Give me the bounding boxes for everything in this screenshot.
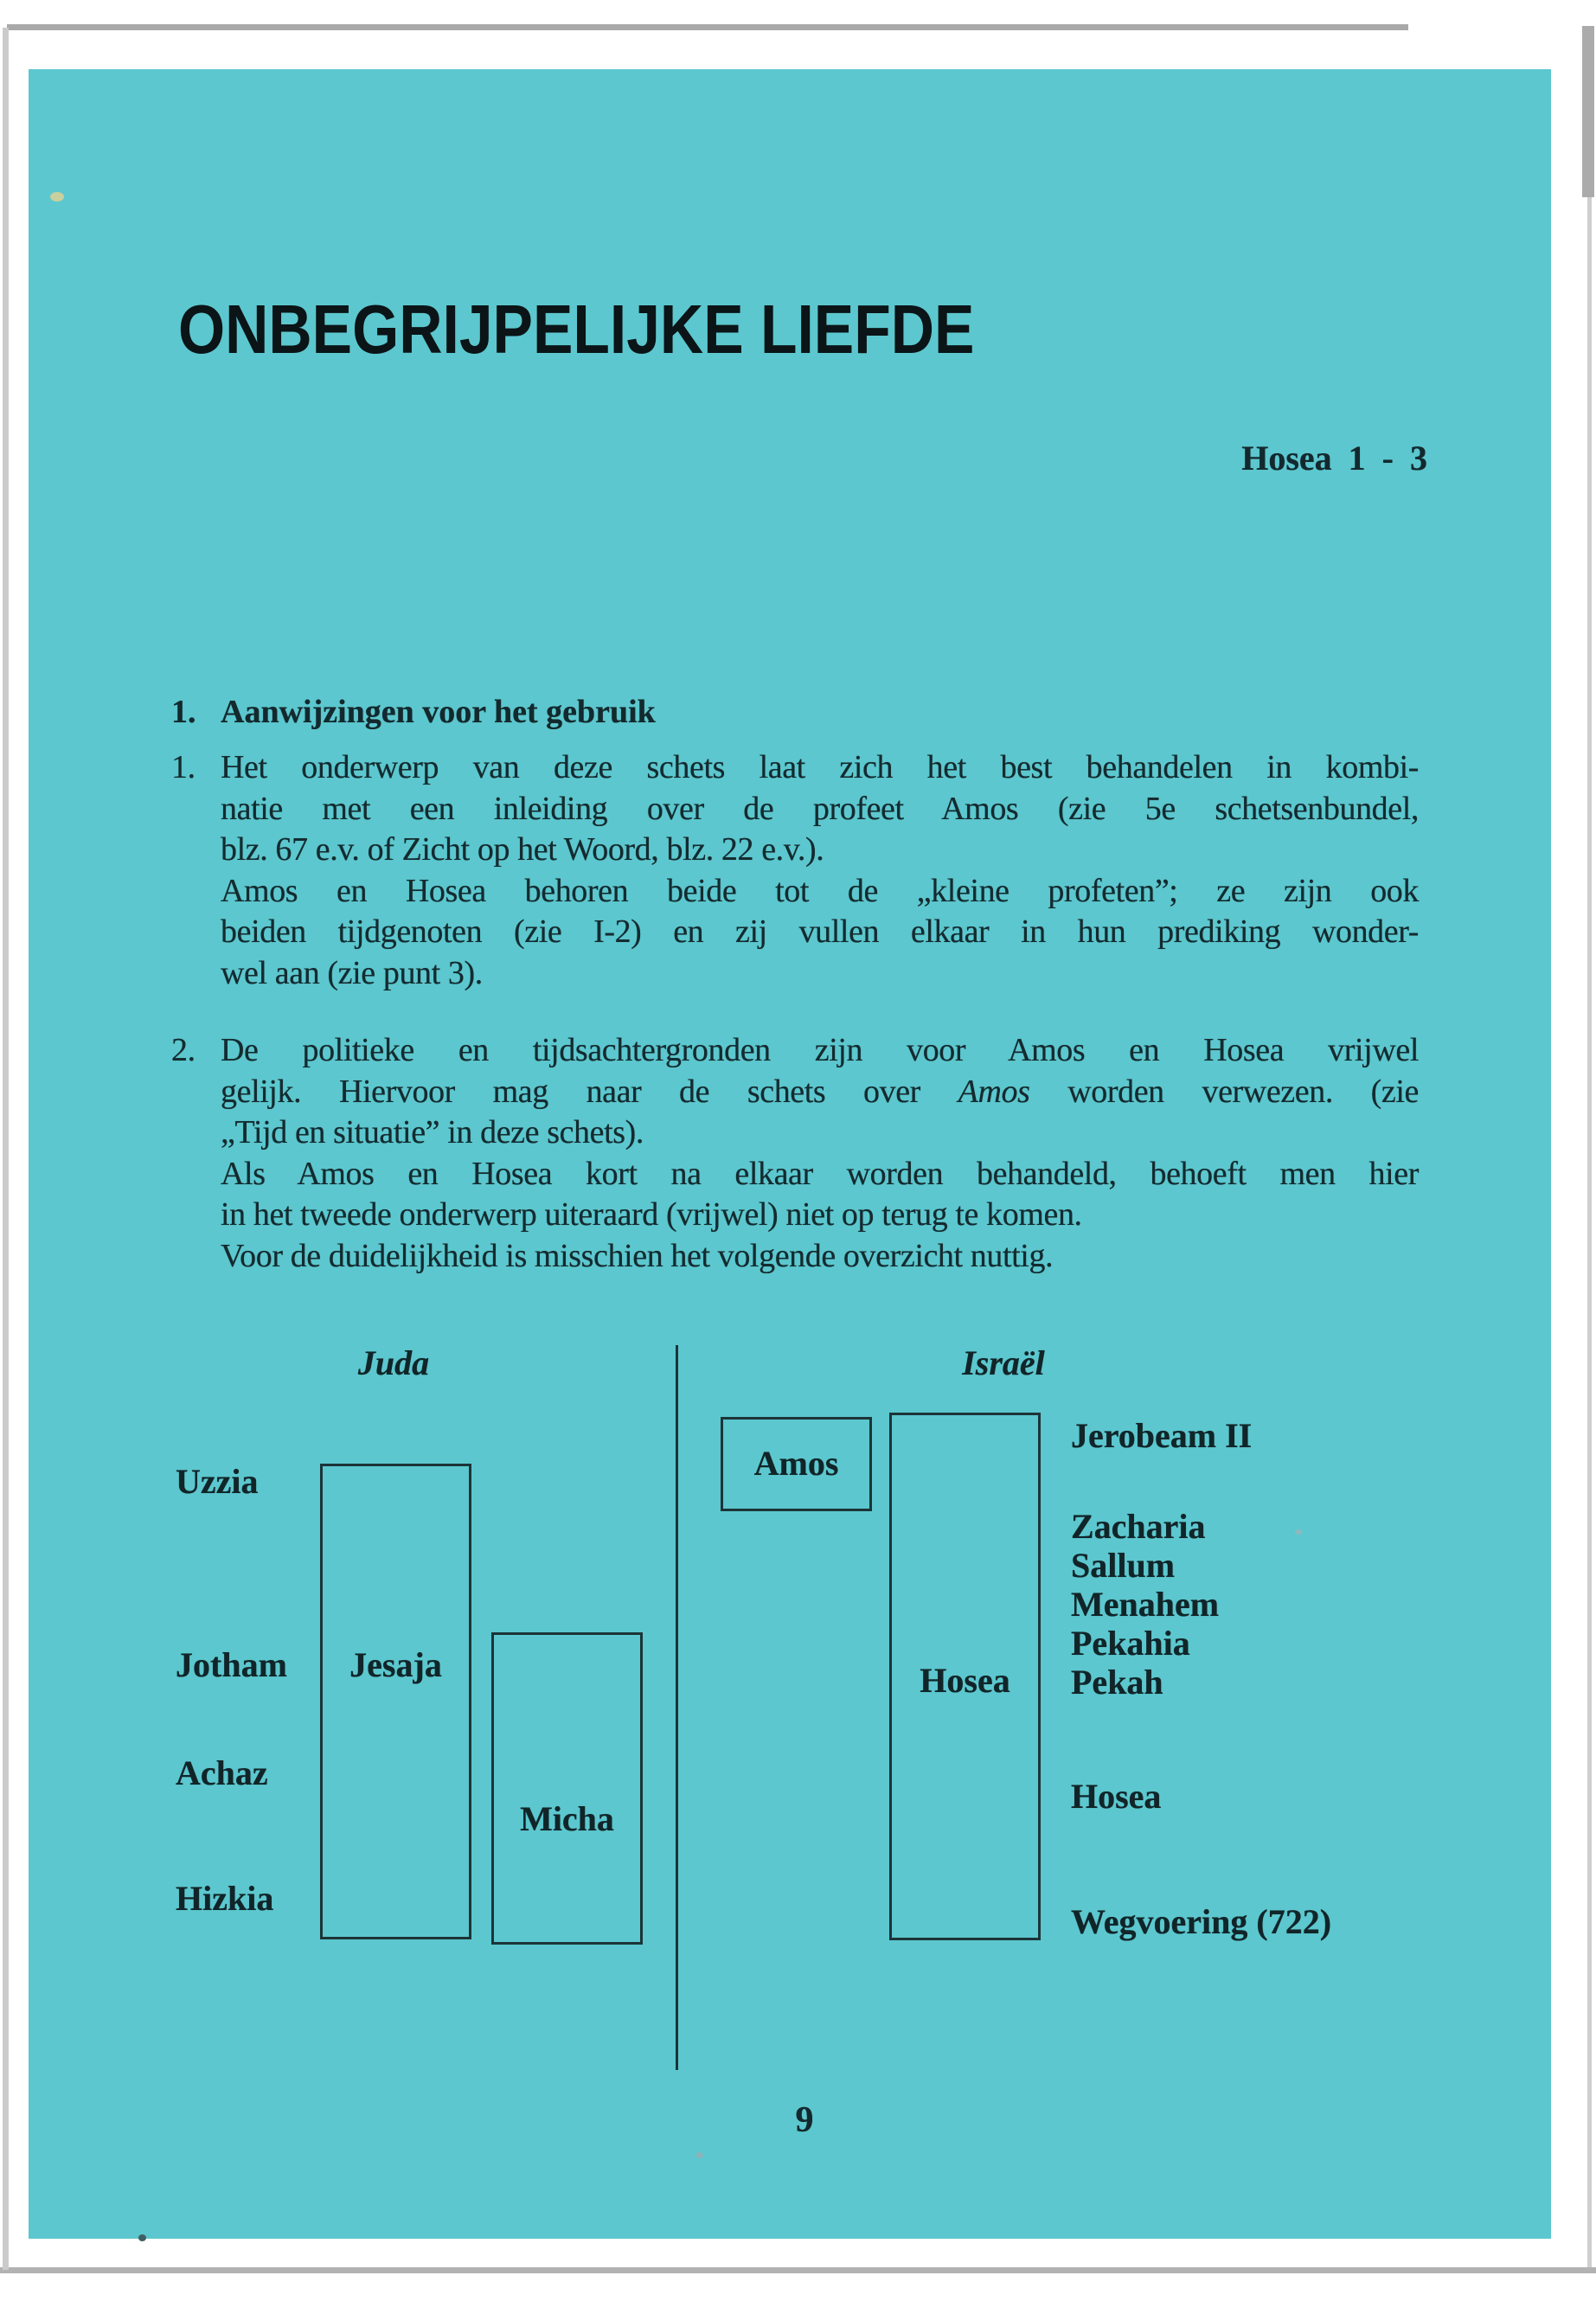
jesaja-timeline-box	[320, 1464, 471, 1939]
juda-column-header: Juda	[357, 1343, 430, 1382]
italic-word: Amos	[958, 1073, 1030, 1110]
prophet-label-amos: Amos	[753, 1444, 839, 1483]
section-heading-text: Aanwijzingen voor het gebruik	[221, 694, 656, 730]
paragraph-line: De politieke en tijdsachtergronden zijn voor Amos en Hosea vrijwel	[221, 1032, 1419, 1068]
paragraph-line: beiden tijdgenoten (zie I-2) en zij vullen elkaar in hun prediking wonder-	[221, 913, 1419, 950]
paragraph-line	[221, 1072, 1419, 1113]
micha-timeline-box	[491, 1632, 643, 1945]
item-number: 1.	[171, 749, 195, 785]
prophet-label-micha: Micha	[520, 1799, 614, 1838]
paragraph-line: in het tweede onderwerp uiteraard (vrijwel) niet op terug te komen.	[221, 1196, 1082, 1233]
paragraph-text: gelijk. Hiervoor mag naar de schets over	[221, 1073, 958, 1110]
scan-edge-right-line	[1587, 197, 1592, 2270]
column-divider-line	[676, 1345, 678, 2070]
item-number: 2.	[171, 1032, 195, 1068]
king-label-uzzia: Uzzia	[176, 1462, 259, 1501]
king-label-zacharia: Zacharia	[1071, 1507, 1206, 1546]
king-label-achaz: Achaz	[176, 1753, 268, 1792]
king-label-pekahia: Pekahia	[1071, 1624, 1190, 1663]
scan-edge-left-line	[3, 28, 9, 2270]
paragraph-line: natie met een inleiding over de profeet Amos (zie 5e schetsenbundel,	[221, 790, 1419, 827]
scan-edge-bottom-line	[0, 2267, 1596, 2273]
event-label-wegvoering: Wegvoering (722)	[1071, 1902, 1332, 1941]
king-label-hosea: Hosea	[1071, 1777, 1162, 1816]
section-heading	[171, 693, 656, 731]
paper-speck	[1295, 1529, 1302, 1535]
paragraph-line: „Tijd en situatie” in deze schets).	[221, 1114, 644, 1150]
paper-speck	[50, 192, 64, 202]
scripture-reference: Hosea 1 - 3	[1241, 439, 1427, 478]
list-item-1	[171, 747, 1419, 994]
king-label-jerobeam-ii: Jerobeam II	[1071, 1416, 1253, 1455]
paragraph-text: worden verwezen. (zie	[1029, 1073, 1419, 1110]
paragraph-line: wel aan (zie punt 3).	[221, 954, 483, 991]
paragraph-line: Voor de duidelijkheid is misschien het volgende overzicht nuttig.	[221, 1237, 1054, 1274]
paper-speck	[138, 2234, 146, 2241]
prophet-label-jesaja: Jesaja	[349, 1645, 442, 1684]
paragraph-line: Amos en Hosea behoren beide tot de „kleine profeten”; ze zijn ook	[221, 872, 1419, 909]
king-label-hizkia: Hizkia	[176, 1879, 274, 1918]
section-heading-number: 1.	[171, 694, 196, 730]
paragraph-line: Het onderwerp van deze schets laat zich het best behandelen in kombi-	[221, 749, 1419, 785]
scan-edge-top-line	[7, 24, 1408, 30]
prophet-label-hosea: Hosea	[920, 1661, 1010, 1700]
king-label-jotham: Jotham	[176, 1645, 287, 1684]
king-label-pekah: Pekah	[1071, 1663, 1163, 1702]
israel-column-header: Israël	[962, 1343, 1045, 1382]
list-item-2	[171, 1030, 1419, 1277]
page-number: 9	[795, 2100, 814, 2140]
paragraph-line: blz. 67 e.v. of Zicht op het Woord, blz. 22 e.v.).	[221, 831, 824, 868]
page-title: ONBEGRIJPELIJKE LIEFDE	[178, 291, 975, 368]
scan-edge-right-dark	[1582, 26, 1594, 197]
king-label-menahem: Menahem	[1071, 1585, 1220, 1624]
paper-speck	[695, 2152, 703, 2158]
paragraph-line: Als Amos en Hosea kort na elkaar worden behandeld, behoeft men hier	[221, 1155, 1419, 1192]
king-label-sallum: Sallum	[1071, 1546, 1176, 1585]
